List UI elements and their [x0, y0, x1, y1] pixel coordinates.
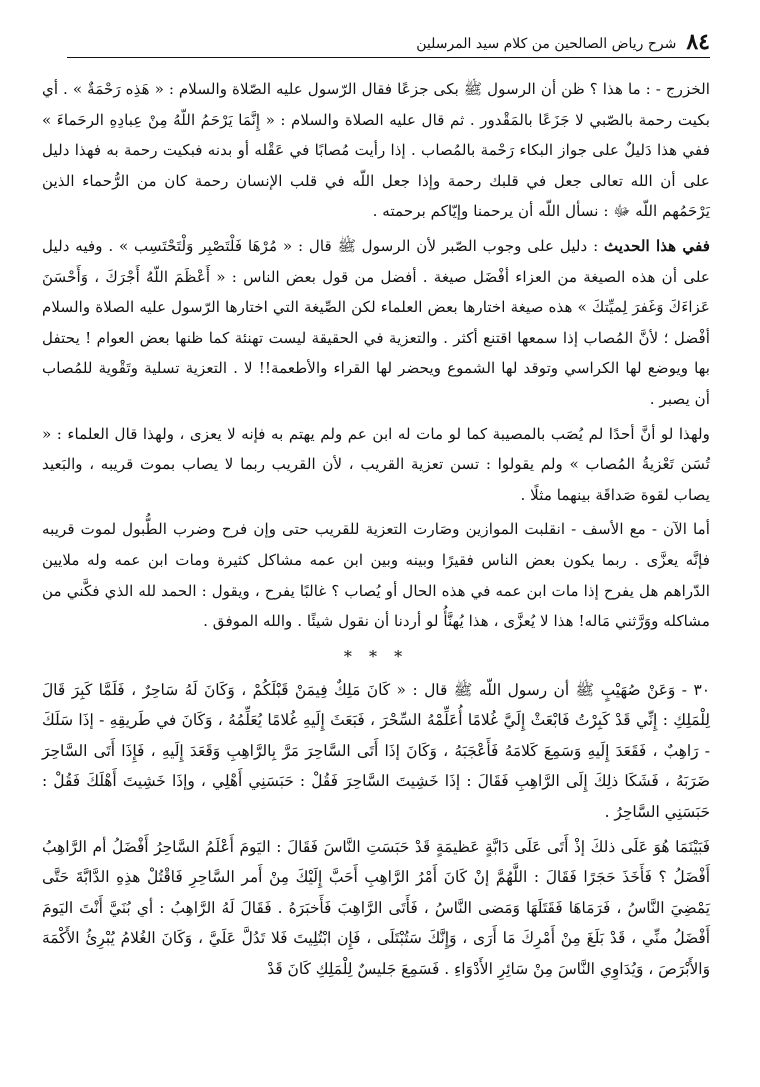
page-body	[42, 74, 710, 985]
hadith-paragraph: ٣٠ - وَعَنْ صُهَيْبٍ ﷺ أن رسول اللّه ﷺ قال : « كَانَ مَلِكٌ فِيمَنْ قَبْلَكُمْ ، وَكَانَ لَهُ سَاحِرٌ ، فَلَمَّا كَبِرَ قَالَ لِلْمَلِكِ : إِنِّي قَدْ كَبِرْتُ فَابْعَثْ إِلَيَّ غُلامًا أُعَلِّمْهُ السِّحْرَ ، فَبَعَثَ إِلَيهِ غُلامًا يُعَلِّمُهُ ، وَكَانَ في طَريقِهِ - إذَا سَلَكَ - رَاهِبٌ ، فَقَعَدَ إِلَيهِ وَسَمِعَ كَلامَهُ فَأَعْجَبَهُ ، وَكَانَ إذَا أَتَى السَّاحِرَ مَرَّ بِالرَّاهِبِ وَقَعَدَ إِلَيهِ ، فَإِذَا أَتَى السَّاحِرَ ضَرَبَهُ ، فَشَكَا ذلِكَ إِلَى الرَّاهِبِ فَقَالَ : إذَا خَشِيتَ السَّاحِرَ فَقُلْ : حَبَسَنِي أَهْلِي ، وإذَا خَشِيتَ أَهْلَكَ فَقُلْ : حَبَسَنِي السَّاحِرُ .	[42, 680, 710, 822]
hadith-paragraph: فَبَيْنَمَا هُوَ عَلَى ذلكَ إذْ أَتَى عَلَى دَابَّةٍ عَظيمَةٍ قَدْ حَبَسَتِ النَّاسَ فَقَالَ : اليَومَ أَعْلَمُ السَّاحِرُ أَفْضَلُ أم الرَّاهِبُ أَفْضَلُ ؟ فَأَخَذَ حَجَرًا فَقَالَ : اللَّهُمَّ إنْ كَانَ أَمْرُ الرَّاهِبِ أَحَبَّ إِلَيْكَ مِنْ أَمر السَّاحِرِ فَاقْتُلْ هذِهِ الدَّابَّةَ حَتَّى يَمْضِيَ النَّاسُ ، فَرَمَاهَا فَقَتَلَهَا وَمَضى النَّاسُ ، فَأَتَى الرَّاهِبَ فَأَخبَرَهُ . فَقَالَ لَهُ الرَّاهِبُ : أي بُنَيَّ أَنْتَ اليَومَ أَفْضَلُ منِّي ، قَدْ بَلَغَ مِنْ أَمْرِكَ مَا أَرَى ، وَإِنَّكَ سَتُبْتَلَى ، فَإِن ابْتُلِيتَ فَلا تَدُلَّ عَلَيَّ ، وَكَانَ الغُلامُ يُبْرِئُ الأَكْمَهَ وَالأَبْرَصَ ، وَيُدَاوِي النَّاسَ مِنْ سَائِرِ الأَدْوَاءِ . فَسَمِعَ جَليسٌ لِلْمَلِكِ كَانَ قَدْ	[42, 837, 710, 979]
page-number: ٨٤	[686, 29, 710, 55]
paragraph-body-text: : دليل على وجوب الصّبر لأن الرسول ﷺ قال : « مُرْهَا فَلْتَصْبِر وَلْتَحْتَسِب » . وفيه دليل على أن هذه الصيغة من العزاء أفْضَل صيغة . أفضل من قول بعض الناس : « أَعْظَمَ اللّهُ أَجْرَكَ ، وَأَحْسَنَ عَزاءَكَ وَغَفرَ لِميِّتكَ » هذه صيغة اختارها بعض العلماء لكن الصِّيغة التي اختارها الرّسول عليه الصلاة والسلام أفْضل ؛ لأنَّ المُصاب إذا سمعها اقتنع أكثر . والتعزية في الحقيقة ليست تهنئة كما ظنها بعض العوام ! يحتفل بها ويوضع لها الكراسي وتوقد لها الشموع ويحضر لها القراء والأطعمة!! لا . التعزية تسلية وتَقْوية للمُصاب أن يصبر .	[42, 236, 710, 408]
paragraph-weeping-mercy: الخزرج - : ما هذا ؟ ظن أن الرسول ﷺ بكى جزعًا فقال الرّسول عليه الصّلاة والسلام : « هَذِه رَحْمَةٌ » . أي بكيت رحمة بالصّبي لا جَزَعًا بالمَقْدور . ثم قال عليه الصلاة والسلام : « إِنَّمَا يَرْحَمُ اللّهُ مِنْ عِبادِهِ الرحَماءَ » ففي هذا دَليلٌ على جواز البكاء رَحْمة بالمُصاب . إذا رأيت مُصابًا في عَقْله أو بدنه فبكيت رحمة به فهذا دليل على أن الله تعالى جعل في قلبك رحمة وإذا جعل اللّه في قلب الإنسان رحمة كان من الرُّحماء الذين يَرْحَمُهم اللّه ﷻ : نسأل اللّه أن يرحمنا وإيّاكم برحمته .	[42, 80, 710, 221]
paragraph-condolence-scholars: ولهذا لو أنَّ أحدًا لم يُصَب بالمصيبة كما لو مات له ابن عم ولم يهتم به فإنه لا يعزى ، ولهذا قال العلماء : « تُسَن تَعْزيةُ المُصاب » ولم يقولوا : تسن تعزية القريب ، لأن القريب ربما لا يصاب بموت قريبه ، والبَعيد يصاب لقوة صَداقَة بينهما مثلًا .	[42, 424, 710, 504]
hadith-section	[42, 675, 710, 985]
paragraph-lead-heading: ففي هذا الحديث	[603, 236, 711, 255]
section-separator: * * *	[343, 646, 409, 666]
page-header	[67, 28, 710, 58]
paragraph-hadith-benefits	[42, 231, 710, 415]
paragraph-modern-practice: أما الآن - مع الأسف - انقلبت الموازين وصَارت التعزية للقريب حتى وإن فرح وضرب الطُّبول لموت قريبه فإنَّه يعزَّى . ربما يكون بعض الناس فقيرًا وبينه وبين ابن عمه مشاكل كثيرة ومات ابن عمه وله ملايين الدّراهم هل يفرح إذا مات ابن عمه في هذه الحال أو يُصاب ؟ غالبًا يفرح ، ويقول : الحمد لله الذي فكَّني من مشاكله ووَرَّثني مَاله! هذا لا يُعزَّى ، هذا يُهنَّأُ لو أردنا أن نقول شيئًا . والله الموفق .	[42, 520, 710, 631]
running-title: شرح رياض الصالحين من كلام سيد المرسلين	[416, 36, 677, 52]
